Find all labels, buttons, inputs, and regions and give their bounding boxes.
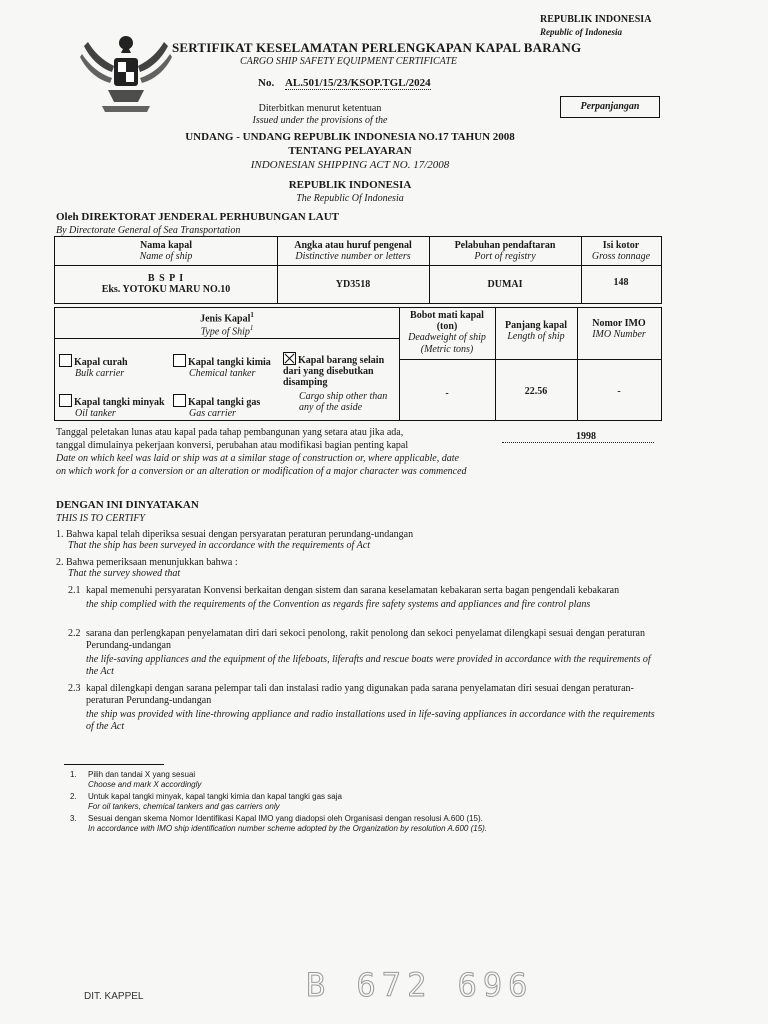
distinctive-value: YD3518 (335, 279, 371, 290)
issuing-authority: Oleh DIREKTORAT JENDERAL PERHUBUNGAN LAUT (56, 211, 339, 223)
certificate-number: AL.501/15/23/KSOP.TGL/2024 (284, 77, 431, 89)
certificate-subtitle: CARGO SHIP SAFETY EQUIPMENT CERTIFICATE (240, 56, 458, 67)
bulk-carrier-checkbox[interactable] (59, 354, 72, 367)
header-distinctive: Angka atau huruf pengenal Distinctive number or letters (294, 240, 412, 262)
ship-type-table (54, 307, 662, 421)
act-line-1: UNDANG - UNDANG REPUBLIK INDONESIA NO.17 TAHUN 2008 (185, 131, 515, 143)
option-oil-tanker[interactable]: Kapal tangki minyak Oil tanker (59, 394, 173, 419)
chemical-tanker-checkbox[interactable] (173, 354, 186, 367)
option-gas-carrier[interactable]: Kapal tangki gas Gas carrier (173, 394, 283, 419)
garuda-emblem (78, 32, 174, 118)
certify-point-2-3: 2.3 kapal dilengkapi dengan sarana pelempar tali dan instalasi radio yang digunakan pada sarana penyelamatan diri sesuai dengan peraturan-peraturan Perundang-undangan the ship was provided with line-throwing appliance and radio installations used in life-saving appliances in accordance with the requirements of the Act (68, 683, 655, 732)
length-value: 22.56 (524, 386, 548, 397)
keel-date-line (502, 442, 654, 443)
act-line-2: TENTANG PELAYARAN (288, 145, 412, 157)
imo-value: - (617, 386, 621, 397)
keel-text: Tanggal peletakan lunas atau kapal pada tahap pembangunan yang setara atau jika ada, tanggal dimulainya pekerjaan konversi, perubahan atau modifikasi bagian penting kapal Date on which keel was laid or ship was at a similar stage of construction or, where applicable, date on which work for a conversion or an alteration or modification of a major character was commenced (56, 427, 467, 477)
serial-number: B 672 696 (306, 966, 534, 1004)
issuing-authority-en: By Directorate General of Sea Transportation (56, 225, 241, 236)
certificate-number-row (258, 77, 465, 89)
deadweight-value: - (445, 388, 449, 399)
header-ship-name: Nama kapal Name of ship (139, 240, 193, 262)
footnote-1: 1. Pilih dan tandai X yang sesuai Choose and mark X accordingly (70, 770, 202, 789)
oil-tanker-checkbox[interactable] (59, 394, 72, 407)
certify-point-2-1: 2.1 kapal memenuhi persyaratan Konvensi berkaitan dengan sistem dan sarana keselamatan kebakaran serta bagan pengendali kebakaran the ship complied with the requirements of the Convention as regards fire safety systems and appliances and fire control plans (68, 585, 620, 610)
certificate-title: SERTIFIKAT KESELAMATAN PERLENGKAPAN KAPAL BARANG (172, 40, 582, 55)
header-deadweight: Bobot mati kapal (ton) Deadweight of ship (Metric tons) (408, 310, 486, 355)
department-code: DIT. KAPPEL (84, 991, 144, 1002)
country-label: REPUBLIK INDONESIA (540, 14, 652, 25)
option-cargo-ship[interactable]: Kapal barang selain dari yang disebutkan disamping Cargo ship other than any of the aside (283, 352, 397, 413)
garuda-emblem-icon (78, 32, 174, 118)
certify-heading-en: THIS IS TO CERTIFY (56, 513, 145, 524)
cargo-ship-checkbox[interactable] (283, 352, 296, 365)
gross-tonnage-value: 148 (613, 277, 629, 288)
status-box: Perpanjangan (560, 96, 660, 118)
certify-point-1: 1. Bahwa kapal telah diperiksa sesuai dengan persyaratan peraturan perundang-undangan That the ship has been surveyed in accordance with the requirements of Act (56, 529, 414, 551)
footnote-3: 3. Sesuai dengan skema Nomor Identifikasi Kapal IMO yang diadopsi oleh Organisasi dengan resolusi A.600 (15). In accordance with IMO ship identification number scheme adopted by the Organization by resolution A.600 (15). (70, 814, 488, 833)
footnote-2: 2. Untuk kapal tangki minyak, kapal tangki kimia dan kapal tangki gas saja For oil tankers, chemical tankers and gas carriers only (70, 792, 342, 811)
ship-name-value: B S P I Eks. YOTOKU MARU NO.10 (101, 273, 231, 295)
issued-label: Diterbitkan menurut ketentuan (258, 103, 382, 114)
gov-label-en: The Republic Of Indonesia (296, 193, 404, 204)
option-chemical-tanker[interactable]: Kapal tangki kimia Chemical tanker (173, 354, 283, 379)
header-port: Pelabuhan pendaftaran Port of registry (454, 240, 556, 262)
header-ship-type: Jenis Kapal$^1$ Type of Ship$^1$ (200, 311, 254, 338)
country-label-en: Republic of Indonesia (540, 27, 623, 37)
certify-heading: DENGAN INI DINYATAKAN (56, 499, 199, 511)
footnote-separator (64, 764, 164, 765)
act-line-en: INDONESIAN SHIPPING ACT NO. 17/2008 (250, 159, 450, 171)
port-value: DUMAI (487, 279, 523, 290)
keel-year: 1998 (576, 431, 596, 442)
header-gross-tonnage: Isi kotor Gross tonnage (591, 240, 651, 262)
header-imo: Nomor IMO IMO Number (592, 318, 646, 340)
certify-point-2-2: 2.2 sarana dan perlengkapan penyelamatan diri dari sekoci penolong, rakit penolong dan sekoci penyelamat dilengkapi sesuai dengan peraturan Perundang-undangan the life-saving appliances and the equipment of the lifeboats, liferafts and rescue boats were provided in accordance with the requirements of the Act (68, 628, 651, 677)
certify-point-2: 2. Bahwa pemeriksaan menunjukkan bahwa : That the survey showed that (56, 557, 238, 579)
number-label: No. (258, 77, 275, 89)
option-bulk-carrier[interactable]: Kapal curah Bulk carrier (59, 354, 169, 379)
ship-details-table (54, 236, 662, 304)
gas-carrier-checkbox[interactable] (173, 394, 186, 407)
issued-label-en: Issued under the provisions of the (252, 115, 388, 126)
header-length: Panjang kapal Length of ship (505, 320, 567, 342)
footnotes (70, 770, 630, 834)
gov-label: REPUBLIK INDONESIA (288, 179, 412, 191)
